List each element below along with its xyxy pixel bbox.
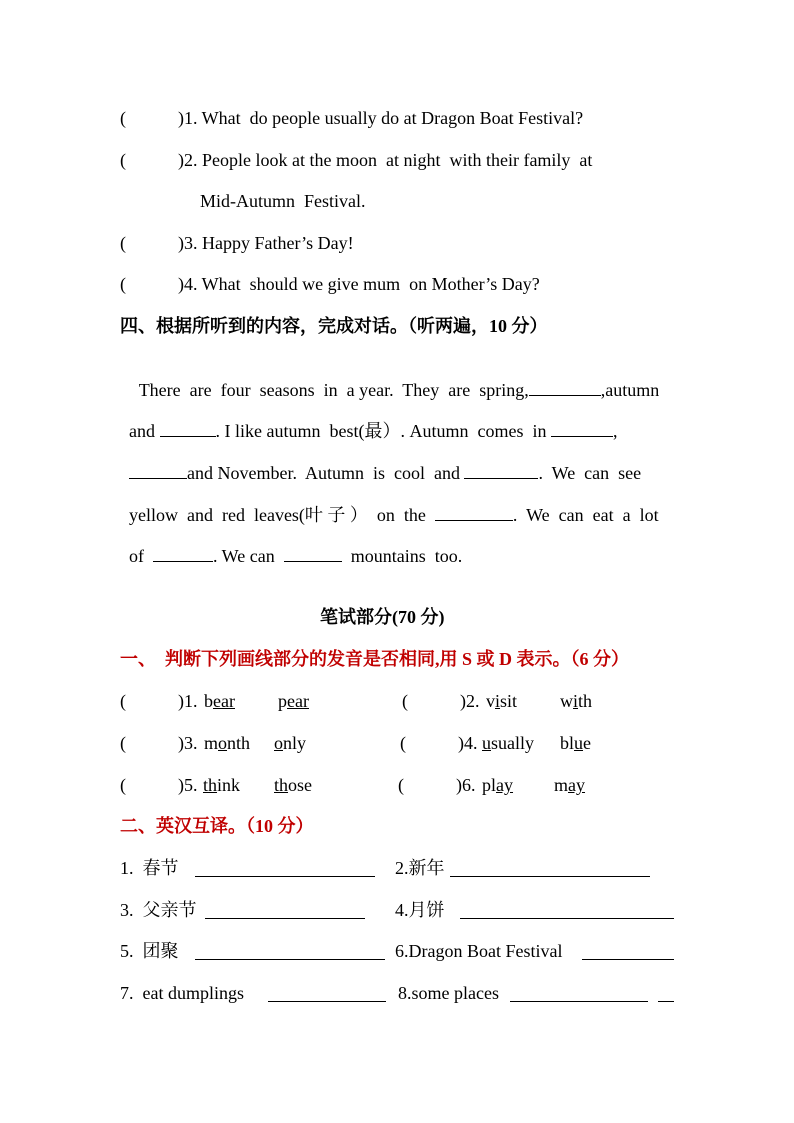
blank-input[interactable] [195, 860, 375, 877]
answer-paren[interactable]: ( [398, 775, 404, 795]
cloze-line-4: yellow and red leaves(叶 子 ） on the . We can eat a lot [129, 505, 659, 525]
word-may: may [554, 775, 586, 795]
blank-input[interactable] [658, 985, 674, 1002]
blank-input[interactable] [582, 943, 674, 960]
word-think: think [203, 775, 241, 795]
blank-input[interactable] [284, 545, 342, 562]
question-text-cont: Mid-Autumn Festival. [200, 191, 366, 211]
answer-paren[interactable]: ( [120, 274, 126, 294]
blank-input[interactable] [464, 462, 538, 479]
word-those: those [274, 775, 313, 795]
written-part-title: 笔试部分(70 分) [320, 607, 445, 627]
trans-item-8: 8.some places [398, 983, 499, 1003]
blank-input[interactable] [160, 420, 216, 437]
blank-input[interactable] [205, 902, 365, 919]
question-text: )2. People look at the moon at night with their family at [178, 150, 593, 170]
cloze-line-1: There are four seasons in a year. They are spring, ,autumn [138, 380, 660, 400]
word-with: with [560, 691, 593, 711]
trans-item-4: 4.月饼 [395, 900, 445, 920]
blank-input[interactable] [450, 860, 650, 877]
blank-input[interactable] [153, 545, 213, 562]
trans-item-5: 5. 团聚 [120, 941, 179, 961]
answer-paren[interactable]: ( [120, 150, 126, 170]
section-1-title: 一、 判断下列画线部分的发音是否相同,用 S 或 D 表示。（6 分） [120, 649, 630, 669]
cloze-line-2: and . I like autumn best(最）. Autumn comes in , [129, 421, 618, 441]
cloze-line-3: and November. Autumn is cool and . We can see [120, 440, 641, 484]
blank-input[interactable] [435, 504, 513, 521]
word-visit: visit [486, 691, 518, 711]
cloze-line-5: of . We can mountains too. [129, 546, 463, 566]
section-2-title: 二、英汉互译。（10 分） [120, 816, 314, 836]
blank-input[interactable] [551, 420, 613, 437]
question-text: )4. What should we give mum on Mother’s Day? [178, 274, 540, 294]
blank-input[interactable] [460, 902, 674, 919]
section-4-title: 四、根据所听到的内容，完成对话。（听两遍，10 分） [120, 316, 548, 336]
answer-paren[interactable]: ( [400, 733, 406, 753]
answer-paren[interactable]: ( [120, 733, 126, 753]
blank-input[interactable] [529, 379, 601, 396]
word-month: month [204, 733, 251, 753]
word-bear: bear [204, 691, 235, 711]
answer-paren[interactable]: ( [120, 233, 126, 253]
word-pear: pear [278, 691, 309, 711]
trans-item-3: 3. 父亲节 [120, 900, 197, 920]
trans-item-1: 1. 春节 [120, 858, 179, 878]
blank-input[interactable] [510, 985, 648, 1002]
answer-paren[interactable]: ( [402, 691, 408, 711]
blank-input[interactable] [268, 985, 386, 1002]
trans-item-6: 6.Dragon Boat Festival [395, 941, 563, 961]
blank-input[interactable] [129, 462, 187, 479]
word-blue: blue [560, 733, 592, 753]
question-text: )3. Happy Father’s Day! [178, 233, 354, 253]
question-text: )1. What do people usually do at Dragon Boat Festival? [178, 108, 584, 128]
word-play: play [482, 775, 514, 795]
blank-input[interactable] [195, 943, 385, 960]
answer-paren[interactable]: ( [120, 775, 126, 795]
trans-item-2: 2.新年 [395, 858, 445, 878]
trans-item-7: 7. eat dumplings [120, 983, 244, 1003]
word-usually: usually [482, 733, 534, 753]
answer-paren[interactable]: ( [120, 108, 126, 128]
word-only: only [274, 733, 307, 753]
answer-paren[interactable]: ( [120, 691, 126, 711]
